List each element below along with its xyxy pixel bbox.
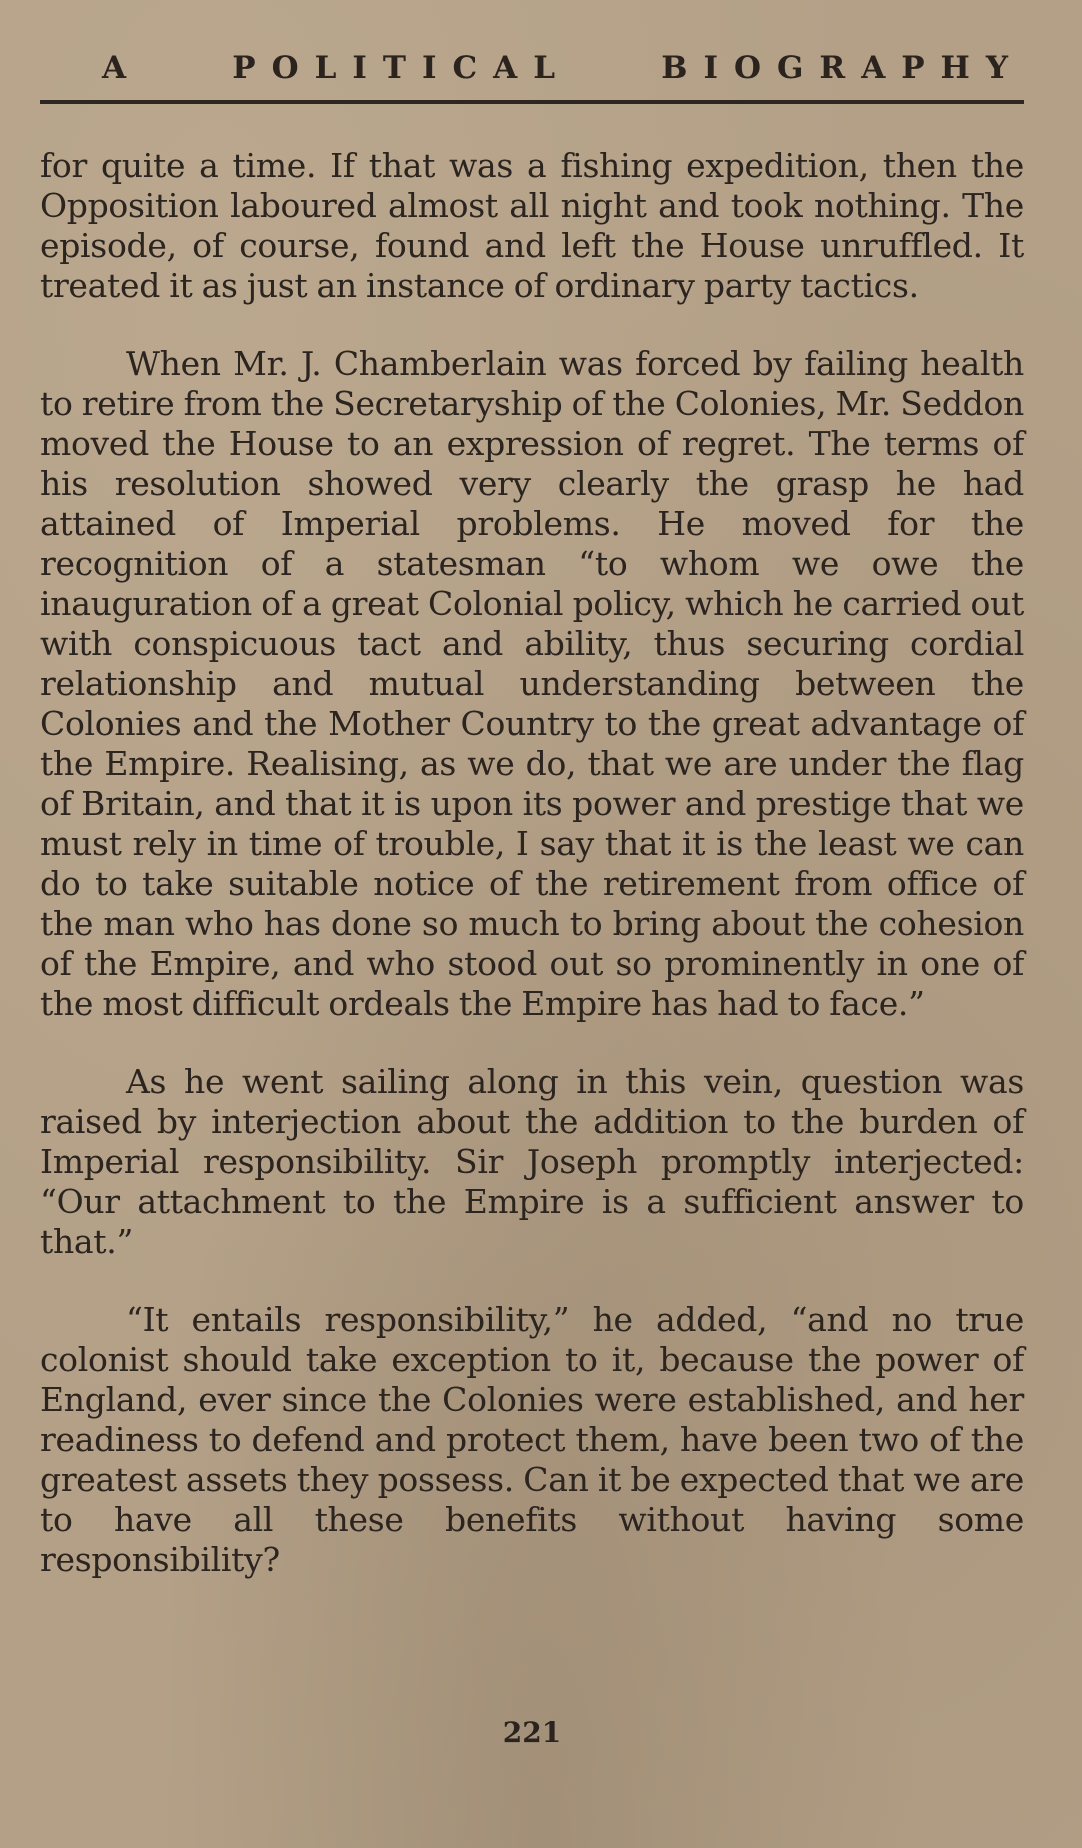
paragraph-1: for quite a time. If that was a fishing expedition, then the Opposition laboured almost all night and took nothing. The episode, of course, found and left the House unruffled. It treated it as just an instance of ordinary party tactics. [40, 146, 1024, 305]
page-number: 221 [502, 1716, 562, 1749]
book-page [40, 0, 1024, 1848]
paragraph-2: When Mr. J. Chamberlain was forced by failing health to retire from the Secretaryship of the Colonies, Mr. Seddon moved the House to an expression of regret. The terms of his resolution showed very clearly the grasp he had attained of Imperial problems. He moved for the recognition of a statesman “to whom we owe the inauguration of a great Colonial policy, which he carried out with conspicuous tact and ability, thus securing cordial relationship and mutual understanding between the Colonies and the Mother Country to the great advantage of the Empire. Realising, as we do, that we are under the flag of Britain, and that it is upon its power and prestige that we must rely in time of trouble, I say that it is the least we can do to take suitable notice of the retirement from office of the man who has done so much to bring about the cohesion of the Empire, and who stood out so prominently in one of the most difficult ordeals the Empire has had to face.” [40, 344, 1024, 1023]
running-head [40, 50, 1024, 86]
body-text [40, 146, 1024, 1580]
paragraph-3: As he went sailing along in this vein, question was raised by interjection about the addition to the burden of Imperial responsibility. Sir Joseph promptly interjected: “Our attachment to the Empire is a sufficient answer to that.” [40, 1062, 1024, 1261]
running-head-left: A [102, 50, 143, 86]
paragraph-4: “It entails responsibility,” he added, “and no true colonist should take exception to it, because the power of England, ever since the Colonies were established, and her readiness to defend and protect them, have been two of the greatest assets they possess. Can it be expected that we are to have all these benefits without having some responsibility? [40, 1300, 1024, 1579]
header-rule [40, 100, 1024, 104]
running-head-center: POLITICAL [232, 50, 572, 86]
running-head-right: BIOGRAPHY [661, 50, 1024, 86]
